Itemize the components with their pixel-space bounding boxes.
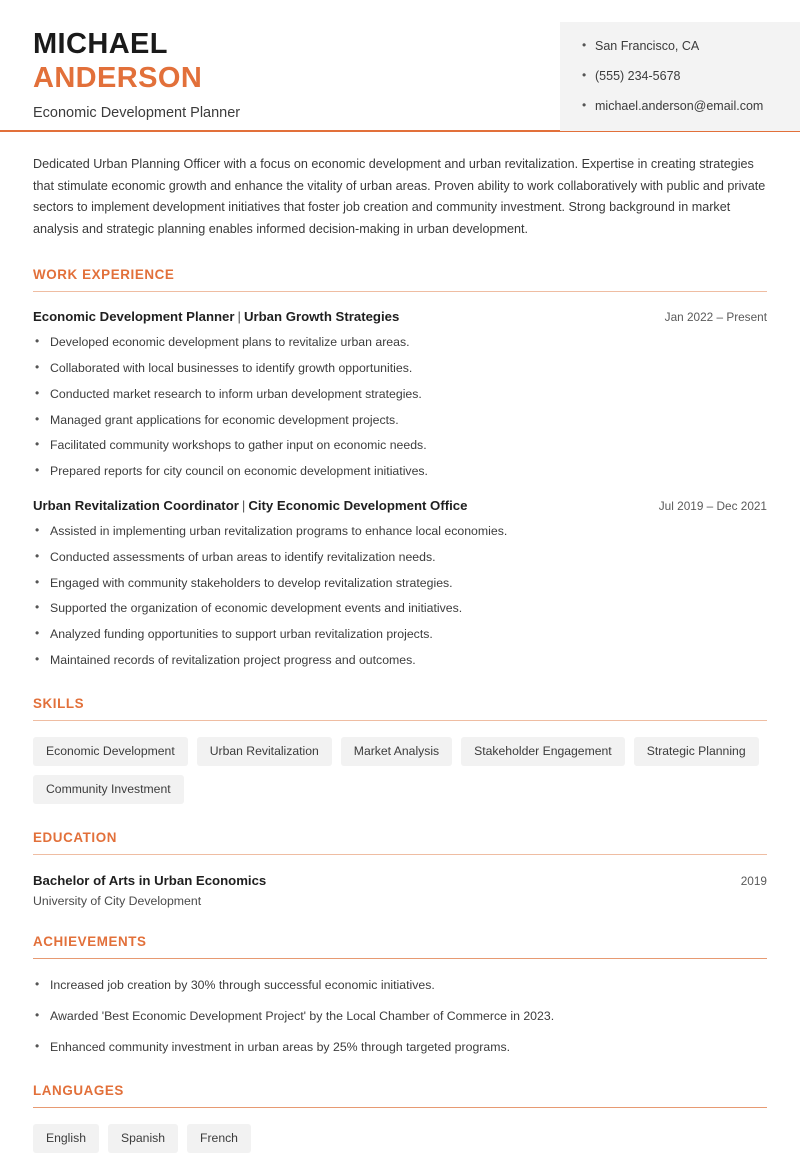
experience-date: Jul 2019 – Dec 2021 xyxy=(658,498,767,513)
section-divider xyxy=(33,958,767,959)
section-title-work-experience: WORK EXPERIENCE xyxy=(33,266,175,282)
achievements-list xyxy=(33,977,767,1056)
contact-list xyxy=(582,38,800,115)
section-title-skills: SKILLS xyxy=(33,695,85,711)
section-divider xyxy=(33,291,767,292)
contact-email[interactable]: • michael.anderson@email.com xyxy=(582,98,800,115)
contact-phone[interactable]: • (555) 234-5678 xyxy=(582,68,800,85)
list-item: • Enhanced community investment in urban areas by 25% through targeted programs. xyxy=(33,1039,767,1057)
list-item: • Collaborated with local businesses to identify growth opportunities. xyxy=(33,360,767,378)
skill-pill: Community Investment xyxy=(33,775,184,804)
contact-box xyxy=(560,22,800,131)
skill-pill: Stakeholder Engagement xyxy=(461,737,625,766)
experience-entry-header xyxy=(33,498,767,513)
experience-role: Economic Development Planner xyxy=(33,309,235,325)
contact-location: • San Francisco, CA xyxy=(582,38,800,55)
section-divider xyxy=(33,720,767,721)
experience-entry xyxy=(33,309,767,481)
languages-list xyxy=(33,1124,767,1153)
name-first-line xyxy=(33,28,240,62)
experience-title xyxy=(33,498,467,513)
skill-pill: Urban Revitalization xyxy=(197,737,332,766)
list-item: • Developed economic development plans to revitalize urban areas. xyxy=(33,334,767,352)
title-separator: | xyxy=(237,309,241,325)
job-title: Economic Development Planner xyxy=(33,104,241,121)
experience-date: Jan 2022 – Present xyxy=(664,310,767,325)
list-item: • Facilitated community workshops to gather input on economic needs. xyxy=(33,437,767,455)
list-item: • Supported the organization of economic development events and initiatives. xyxy=(33,600,767,618)
section-title-languages: LANGUAGES xyxy=(33,1082,124,1098)
list-item: • Prepared reports for city council on economic development initiatives. xyxy=(33,463,767,481)
section-education xyxy=(33,830,767,908)
education-degree: Bachelor of Arts in Urban Economics xyxy=(33,873,267,889)
identity-block xyxy=(0,22,240,121)
section-divider xyxy=(33,1107,767,1108)
list-item: • Awarded 'Best Economic Development Project' by the Local Chamber of Commerce in 2023. xyxy=(33,1008,767,1026)
list-item: • Assisted in implementing urban revitalization programs to enhance local economies. xyxy=(33,523,767,541)
section-title-education: EDUCATION xyxy=(33,829,118,845)
experience-role: Urban Revitalization Coordinator xyxy=(33,497,239,513)
skill-pill: Strategic Planning xyxy=(634,737,759,766)
section-languages xyxy=(33,1083,767,1153)
name-last-line xyxy=(33,62,240,96)
skill-pill: Economic Development xyxy=(33,737,188,766)
list-item: • Increased job creation by 30% through successful economic initiatives. xyxy=(33,977,767,995)
title-separator: | xyxy=(241,497,246,513)
section-skills xyxy=(33,696,767,804)
first-name: MICHAEL xyxy=(33,28,168,60)
professional-summary: Dedicated Urban Planning Officer with a focus on economic development and urban revitalization. Expertise in creating strategies that stimulate economic growth and enhance the vitality of urban areas. Proven ability to work collaboratively with public and private sectors to implement development initiatives that foster job creation and community investment. Strong background in market analysis and strategic planning enables informed decision-making in urban development. xyxy=(33,157,766,236)
experience-entry xyxy=(33,498,767,670)
section-divider xyxy=(33,854,767,855)
section-work-experience xyxy=(33,267,767,670)
experience-entry-header xyxy=(33,309,767,324)
resume-content xyxy=(0,154,800,1153)
list-item: • Conducted market research to inform urban development strategies. xyxy=(33,386,767,404)
experience-company: Urban Growth Strategies xyxy=(243,309,400,325)
experience-bullets xyxy=(33,334,767,481)
language-pill: French xyxy=(187,1124,251,1153)
experience-company: City Economic Development Office xyxy=(248,497,468,513)
section-title-achievements: ACHIEVEMENTS xyxy=(33,934,147,950)
language-pill: Spanish xyxy=(108,1124,178,1153)
list-item: • Maintained records of revitalization project progress and outcomes. xyxy=(33,652,767,670)
education-school: University of City Development xyxy=(33,894,202,909)
list-item: • Conducted assessments of urban areas to identify revitalization needs. xyxy=(33,549,767,567)
resume-header xyxy=(0,0,800,130)
list-item: • Analyzed funding opportunities to support urban revitalization projects. xyxy=(33,626,767,644)
skill-pill: Market Analysis xyxy=(341,737,452,766)
list-item: • Managed grant applications for economic development projects. xyxy=(33,412,767,430)
list-item: • Engaged with community stakeholders to develop revitalization strategies. xyxy=(33,575,767,593)
language-pill: English xyxy=(33,1124,99,1153)
skills-list xyxy=(33,737,767,803)
experience-bullets xyxy=(33,523,767,670)
section-achievements xyxy=(33,934,767,1057)
education-entry-header xyxy=(33,873,767,888)
experience-title xyxy=(33,309,399,324)
education-year: 2019 xyxy=(740,874,767,889)
last-name: ANDERSON xyxy=(33,61,203,94)
